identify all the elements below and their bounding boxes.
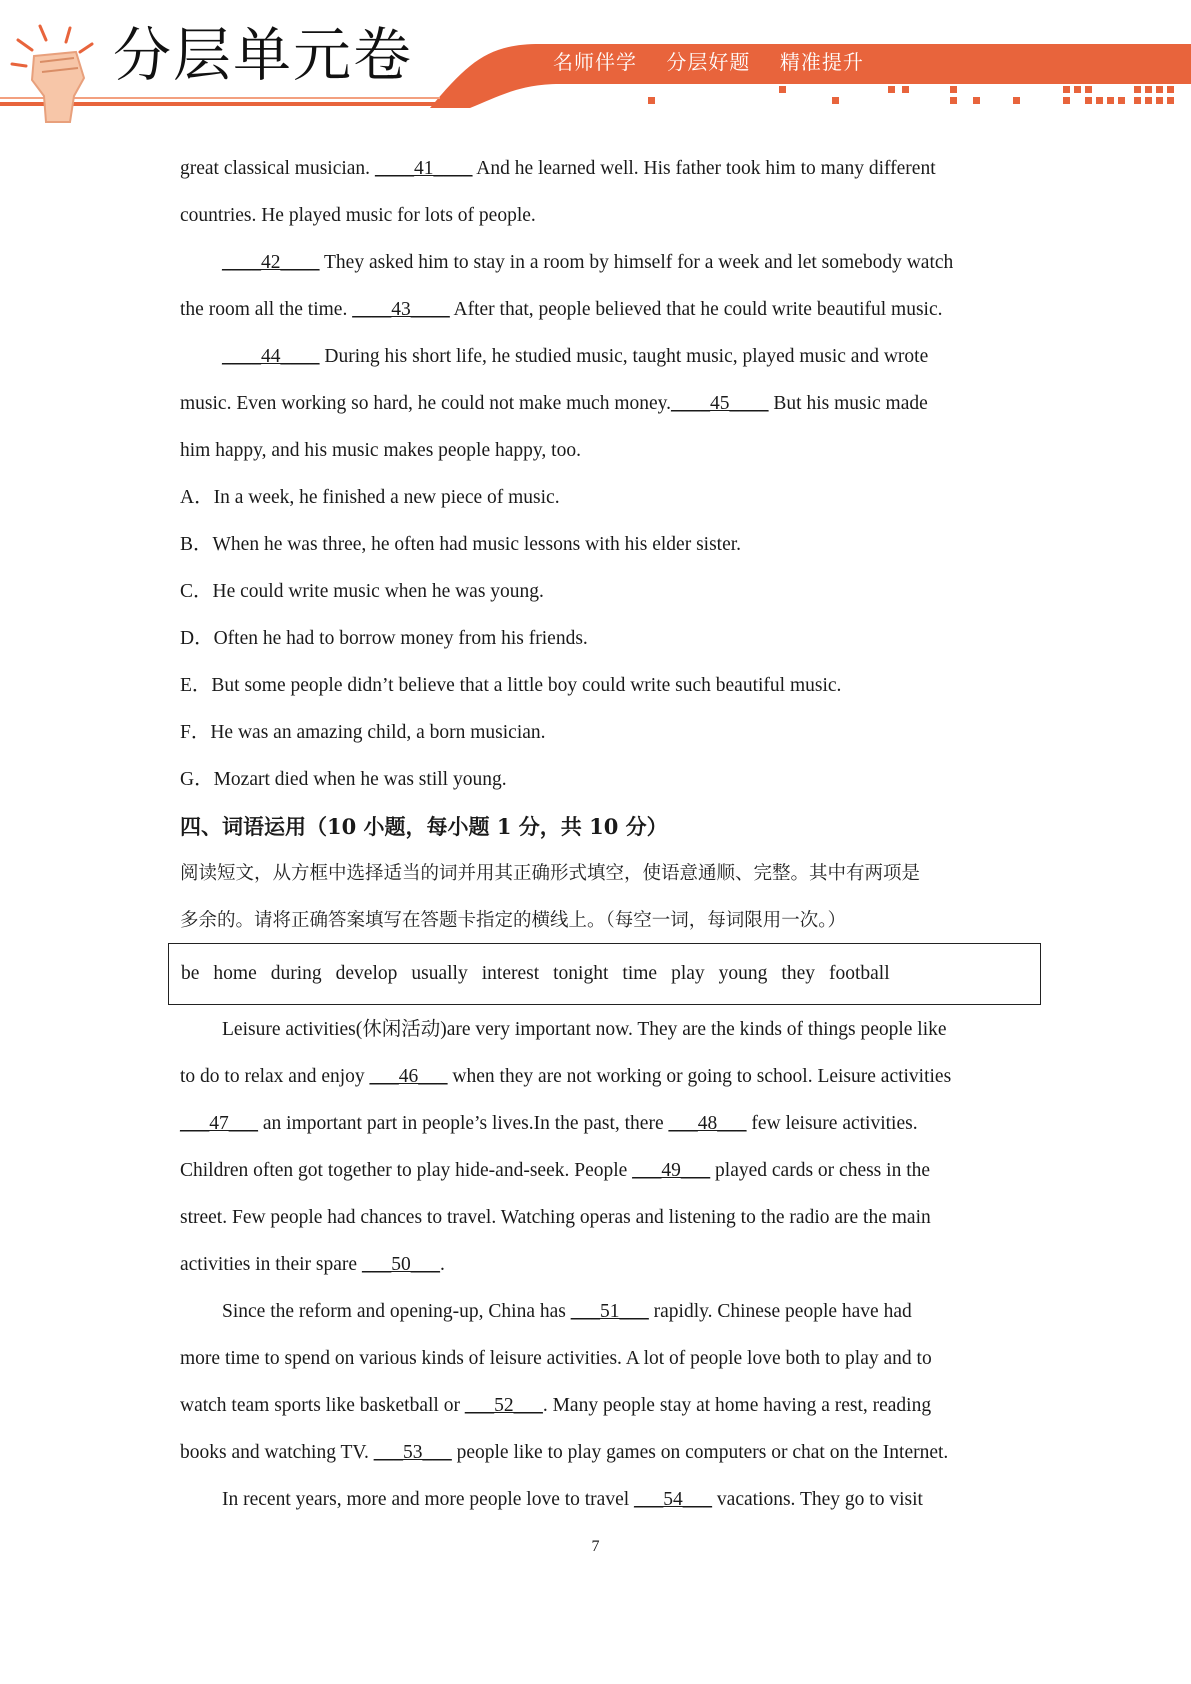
text-segment: activities in their spare xyxy=(180,1254,362,1275)
brand-title: 分层单元卷 xyxy=(113,21,414,89)
answer-blank: ___52___ xyxy=(464,1395,543,1416)
text-segment: . xyxy=(439,1254,445,1275)
text-segment: . Many people stay at home having a rest, reading xyxy=(542,1395,932,1416)
passage-bottom xyxy=(180,1006,1020,1523)
option-item: G．Mozart died when he was still young. xyxy=(180,769,507,790)
text-segment: They asked him to stay in a room by himself for a week and let somebody watch xyxy=(319,252,954,273)
word-bank-item: young xyxy=(718,963,768,984)
passage-line xyxy=(180,380,1020,427)
text-segment: Since the reform and opening-up, China has xyxy=(222,1301,571,1322)
passage-line xyxy=(180,286,1020,333)
text-segment: more time to spend on various kinds of leisure activities. A lot of people love both to play and to xyxy=(180,1348,932,1369)
answer-blank: ___48___ xyxy=(668,1113,747,1134)
word-bank-item: tonight xyxy=(553,963,609,984)
text-segment: people like to play games on computers or chat on the Internet. xyxy=(451,1442,949,1463)
answer-blank: ____43____ xyxy=(352,299,450,320)
header-slogan: 名师伴学 分层好题 精准提升 xyxy=(553,50,864,74)
answer-blank: ___47___ xyxy=(180,1113,258,1134)
section-instruction-line: 阅读短文，从方框中选择适当的词并用其正确形式填空，使语意通顺、完整。其中有两项是 xyxy=(180,863,921,884)
word-bank-item: home xyxy=(213,963,257,984)
passage-line xyxy=(180,333,1020,380)
word-bank-item: time xyxy=(622,963,658,984)
option-item: A．In a week, he finished a new piece of music. xyxy=(180,487,560,508)
text-segment: And he learned well. His father took him to many different xyxy=(472,158,936,179)
passage-line xyxy=(180,1100,1020,1147)
page-header xyxy=(0,0,1191,125)
answer-blank: ____45____ xyxy=(671,393,769,414)
answer-blank: ___51___ xyxy=(570,1301,649,1322)
word-bank-item: play xyxy=(671,963,705,984)
option-item: B．When he was three, he often had music lessons with his elder sister. xyxy=(180,534,742,555)
text-segment: rapidly. Chinese people have had xyxy=(648,1301,912,1322)
passage-line xyxy=(180,1288,1020,1335)
text-segment: the room all the time. xyxy=(180,299,353,320)
passage-line xyxy=(180,1476,1020,1523)
option-item: E．But some people didn’t believe that a little boy could write such beautiful music. xyxy=(180,675,842,696)
raised-fist-icon xyxy=(0,0,100,125)
section-instruction-line: 多余的。请将正确答案填写在答题卡指定的横线上。（每空一词，每词限用一次。） xyxy=(180,910,847,931)
passage-line xyxy=(180,1429,1020,1476)
word-bank-item: develop xyxy=(335,963,398,984)
answer-blank: ___46___ xyxy=(369,1066,448,1087)
answer-blank: ___49___ xyxy=(632,1160,711,1181)
option-item: F．He was an amazing child, a born musician. xyxy=(180,722,546,743)
text-segment: Leisure activities(休闲活动)are very important now. They are the kinds of things people like xyxy=(222,1019,947,1040)
passage-line xyxy=(180,1053,1020,1100)
passage-line xyxy=(180,1147,1020,1194)
passage-line xyxy=(180,239,1020,286)
word-bank-item: during xyxy=(270,963,322,984)
text-segment: Children often got together to play hide-and-seek. People xyxy=(180,1160,633,1181)
passage-line xyxy=(180,1335,1020,1382)
word-bank-item: they xyxy=(781,963,815,984)
text-segment: watch team sports like basketball or xyxy=(180,1395,465,1416)
text-segment: an important part in people’s lives.In the past, there xyxy=(258,1113,669,1134)
passage-line xyxy=(180,1194,1020,1241)
answer-blank: ____42____ xyxy=(222,252,320,273)
text-segment: music. Even working so hard, he could not make much money. xyxy=(180,393,672,414)
text-segment: During his short life, he studied music, taught music, played music and wrote xyxy=(319,346,929,367)
answer-blank: ___54___ xyxy=(634,1489,713,1510)
text-segment: played cards or chess in the xyxy=(710,1160,931,1181)
passage-top xyxy=(180,145,1020,944)
passage-line xyxy=(180,427,1020,474)
answer-blank: ___53___ xyxy=(373,1442,452,1463)
page-number: 7 xyxy=(591,1538,600,1555)
text-segment: After that, people believed that he could write beautiful music. xyxy=(449,299,943,320)
passage-line xyxy=(180,145,1020,192)
text-segment: to do to relax and enjoy xyxy=(180,1066,370,1087)
option-item: D．Often he had to borrow money from his friends. xyxy=(180,628,588,649)
word-bank-item: usually xyxy=(411,963,468,984)
text-segment: few leisure activities. xyxy=(746,1113,918,1134)
text-segment: vacations. They go to visit xyxy=(712,1489,923,1510)
passage-line xyxy=(180,1006,1020,1053)
text-segment: street. Few people had chances to travel. Watching operas and listening to the radio are the main xyxy=(180,1207,931,1228)
passage-line xyxy=(180,1382,1020,1429)
passage-line xyxy=(180,1241,1020,1288)
text-segment: But his music made xyxy=(768,393,928,414)
word-bank-box xyxy=(168,943,1041,1005)
word-bank-item: be xyxy=(181,963,200,984)
word-bank-item: football xyxy=(828,963,890,984)
word-bank-item: interest xyxy=(481,963,540,984)
answer-blank: ____41____ xyxy=(374,158,473,179)
answer-blank: ___50___ xyxy=(361,1254,440,1275)
text-segment: great classical musician. xyxy=(180,158,375,179)
text-segment: In recent years, more and more people love to travel xyxy=(222,1489,635,1510)
text-segment: countries. He played music for lots of people. xyxy=(180,205,536,226)
text-segment: when they are not working or going to school. Leisure activities xyxy=(447,1066,952,1087)
passage-line xyxy=(180,192,1020,239)
text-segment: books and watching TV. xyxy=(180,1442,374,1463)
section-title: 四、词语运用（10 小题，每小题 1 分，共 10 分） xyxy=(180,814,668,839)
option-item: C．He could write music when he was young. xyxy=(180,581,544,602)
text-segment: him happy, and his music makes people happy, too. xyxy=(180,440,581,461)
answer-blank: ____44____ xyxy=(222,346,320,367)
